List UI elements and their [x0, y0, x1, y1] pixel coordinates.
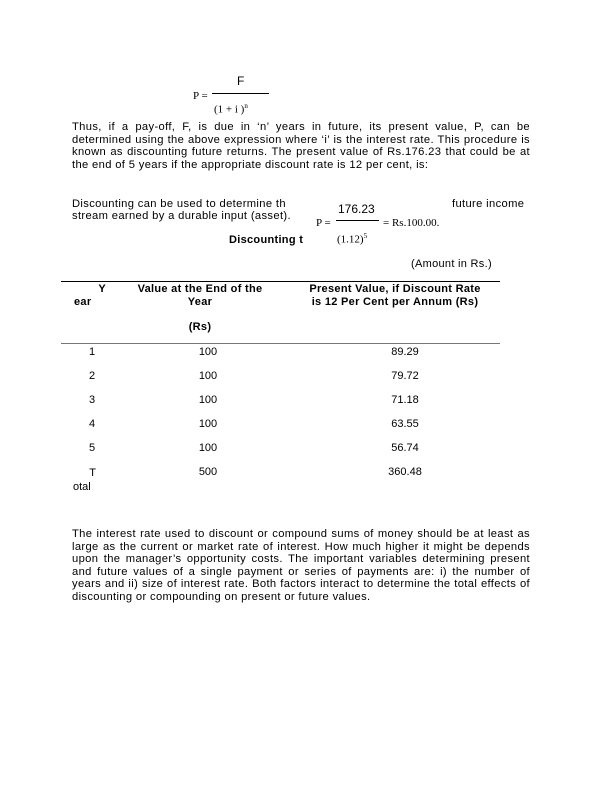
formula-lhs: P = [193, 90, 208, 102]
paragraph-interest-rate: The interest rate used to discount or compound sums of money should be at least as large as the current or market rate of interest. How much higher it might be depends upon the manager’s opportunity costs. The important variables determining present and future values of a single payment or series of payments are: i) the number of years and ii) size of interest rate. Both factors interact to determine the total effects of discounting or compounding on present or future values. [72, 528, 530, 603]
formula-example-numerator: 176.23 [338, 202, 375, 216]
cell-value: 100 [198, 346, 218, 358]
cell-year: 5 [88, 442, 96, 454]
table-header-rule [61, 343, 500, 344]
header-value: Value at the End of the Year (Rs) [137, 283, 263, 333]
formula-numerator: F [237, 74, 245, 88]
formula-example-denominator: $(1.12)^5$ [337, 232, 368, 246]
cell-value: 100 [198, 442, 218, 454]
cell-present-value: 71.18 [391, 394, 419, 406]
cell-value: 100 [198, 370, 218, 382]
cell-total-label: T otal [73, 467, 96, 493]
paragraph-discounting-line1-end: future income [452, 198, 525, 210]
cell-total-present-value: 360.48 [388, 466, 422, 478]
paragraph-discounting-line2: stream earned by a durable input (asset). [72, 210, 291, 222]
header-year: Y ear [74, 283, 106, 308]
cell-value: 100 [198, 418, 218, 430]
paragraph-discounting-line1: Discounting can be used to determine th [72, 198, 286, 210]
cell-year: 3 [88, 394, 96, 406]
header-present-value: Present Value, if Discount Rate is 12 Per Cent per Annum (Rs) [309, 283, 481, 308]
cell-year: 2 [88, 370, 96, 382]
formula-example [308, 196, 448, 252]
cell-value: 100 [198, 394, 218, 406]
cell-present-value: 56.74 [391, 442, 419, 454]
cell-present-value: 89.29 [391, 346, 419, 358]
formula-denominator: (1 + i )$^n$ [214, 102, 248, 116]
paragraph-discounting-intro: Thus, if a pay-off, F, is due in ‘n’ years in future, its present value, P, can be determined using the above expression where ‘i’ is the interest rate. This procedure is known as discounting future returns. The present value of Rs.176.23 that could be at the end of 5 years if the appropriate discount rate is 12 per cent, is: [72, 121, 530, 171]
cell-year: 1 [88, 346, 96, 358]
cell-present-value: 79.72 [391, 370, 419, 382]
cell-year: 4 [88, 418, 96, 430]
formula-example-result: = Rs.100.00. [383, 217, 440, 229]
table-title: Discounting t [229, 234, 304, 246]
table-top-rule [61, 281, 500, 282]
cell-present-value: 63.55 [391, 418, 419, 430]
formula-example-lhs: P = [316, 217, 331, 229]
fraction-bar [212, 93, 269, 94]
fraction-bar [336, 220, 379, 221]
amount-note: (Amount in Rs.) [411, 258, 492, 270]
cell-total-value: 500 [198, 466, 218, 478]
